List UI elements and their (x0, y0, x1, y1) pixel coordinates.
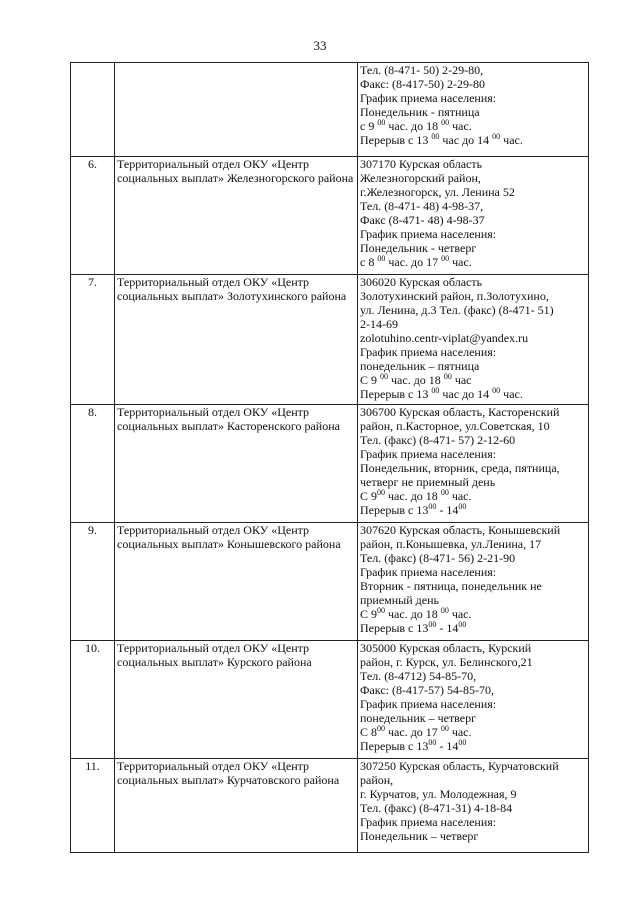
office-name: Территориальный отдел ОКУ «Центр социальных выплат» Железногорского района (115, 157, 358, 275)
contact-line: График приема населения: (360, 565, 497, 579)
contact-line: Понедельник – четверг (360, 829, 479, 843)
row-number: 10. (71, 641, 115, 759)
contact-line: Тел. (факс) (8-471- 57) 2-12-60 (360, 433, 516, 447)
page-number: 33 (313, 38, 327, 53)
contact-line: понедельник – пятница (360, 359, 480, 373)
table-row (71, 523, 589, 641)
contact-line: район, п.Конышевка, ул.Ленина, 17 (360, 537, 542, 551)
contact-line: Тел. (8-471- 50) 2-29-80, (360, 63, 484, 77)
contact-line: Понедельник, вторник, среда, пятница, (360, 461, 560, 475)
table-row (71, 157, 589, 275)
contact-details (358, 63, 589, 157)
contact-line: Факс: (8-417-50) 2-29-80 (360, 77, 485, 91)
table-row (71, 759, 589, 853)
contact-line: Понедельник - четверг (360, 241, 477, 255)
office-registry-table (70, 62, 589, 853)
table-row (71, 641, 589, 759)
contact-line: Тел. (факс) (8-471-31) 4-18-84 (360, 801, 513, 815)
office-name: Территориальный отдел ОКУ «Центр социальных выплат» Курского района (115, 641, 358, 759)
contact-line: Перерыв с $13^{00} - 14^{00}$ (360, 502, 467, 517)
contact-line: С $8^{00}$ час. до 17 $^{00}$ час. (360, 724, 472, 739)
contact-line: район, п.Касторное, ул.Советская, 10 (360, 419, 550, 433)
contact-line: Золотухинский район, п.Золотухино, (360, 289, 549, 303)
contact-line: Факс (8-471- 48) 4-98-37 (360, 213, 485, 227)
contact-line: Перерыв с 13 $^{00}$ час до 14 $^{00}$ час. (360, 386, 523, 401)
office-name: Территориальный отдел ОКУ «Центр социальных выплат» Касторенского района (115, 405, 358, 523)
contact-line: С 9 $^{00}$ час. до 18 $^{00}$ час (360, 372, 472, 387)
row-number: 7. (71, 275, 115, 405)
contact-line: Перерыв с $13^{00} - 14^{00}$ (360, 620, 467, 635)
contact-line: Вторник - пятница, понедельник не (360, 579, 542, 593)
contact-line: График приема населения: (360, 227, 497, 241)
row-number: 9. (71, 523, 115, 641)
contact-line: 307170 Курская область (360, 157, 483, 171)
office-name (115, 63, 358, 157)
contact-line: Перерыв с $13^{00} - 14^{00}$ (360, 738, 467, 753)
contact-line: Перерыв с 13 $^{00}$ час до 14 $^{00}$ час. (360, 132, 523, 147)
office-name: Территориальный отдел ОКУ «Центр социальных выплат» Курчатовского района (115, 759, 358, 853)
contact-line: район, (360, 773, 394, 787)
contact-line: район, г. Курск, ул. Белинского,21 (360, 655, 533, 669)
row-number: 8. (71, 405, 115, 523)
contact-line: С $9^{00}$ час. до 18 $^{00}$ час. (360, 488, 472, 503)
contact-line: Железногорский район, (360, 171, 481, 185)
contact-line: С $9^{00}$ час. до 18 $^{00}$ час. (360, 606, 472, 621)
contact-line: с 9 $^{00}$ час. до 18 $^{00}$ час. (360, 118, 472, 133)
contact-line: 306700 Курская область, Касторенский (360, 405, 560, 419)
contact-line: понедельник – четверг (360, 711, 477, 725)
table-row (71, 405, 589, 523)
contact-line: 2-14-69 (360, 317, 398, 331)
contact-details (358, 523, 589, 641)
contact-line: приемный день (360, 593, 439, 607)
contact-line: Тел. (факс) (8-471- 56) 2-21-90 (360, 551, 516, 565)
contact-line: График приема населения: (360, 91, 497, 105)
contact-line: ул. Ленина, д.3 Тел. (факс) (8-471- 51) (360, 303, 554, 317)
contact-line: г.Железногорск, ул. Ленина 52 (360, 185, 515, 199)
contact-details (358, 157, 589, 275)
contact-line: Факс: (8-417-57) 54-85-70, (360, 683, 494, 697)
table-row (71, 275, 589, 405)
contact-details (358, 275, 589, 405)
contact-line: 306020 Курская область (360, 275, 483, 289)
email-address: zolotuhino.centr-viplat@yandex.ru (360, 331, 529, 345)
row-number: 6. (71, 157, 115, 275)
contact-line: Тел. (8-471- 48) 4-98-37, (360, 199, 484, 213)
contact-line: 307250 Курская область, Курчатовский (360, 759, 559, 773)
contact-line: График приема населения: (360, 815, 497, 829)
contact-line: Понедельник - пятница (360, 105, 480, 119)
contact-line: четверг не приемный день (360, 475, 496, 489)
contact-line: Тел. (8-4712) 54-85-70, (360, 669, 477, 683)
office-name: Территориальный отдел ОКУ «Центр социальных выплат» Конышевского района (115, 523, 358, 641)
contact-line: г. Курчатов, ул. Молодежная, 9 (360, 787, 517, 801)
contact-details (358, 405, 589, 523)
contact-line: График приема населения: (360, 345, 497, 359)
row-number: 11. (71, 759, 115, 853)
contact-line: График приема населения: (360, 447, 497, 461)
table-row (71, 63, 589, 157)
contact-details (358, 641, 589, 759)
contact-line: 305000 Курская область, Курский (360, 641, 532, 655)
office-name: Территориальный отдел ОКУ «Центр социальных выплат» Золотухинского района (115, 275, 358, 405)
contact-line: График приема населения: (360, 697, 497, 711)
contact-details (358, 759, 589, 853)
contact-line: 307620 Курская область, Конышевский (360, 523, 561, 537)
contact-line: с 8 $^{00}$ час. до 17 $^{00}$ час. (360, 254, 472, 269)
row-number (71, 63, 115, 157)
